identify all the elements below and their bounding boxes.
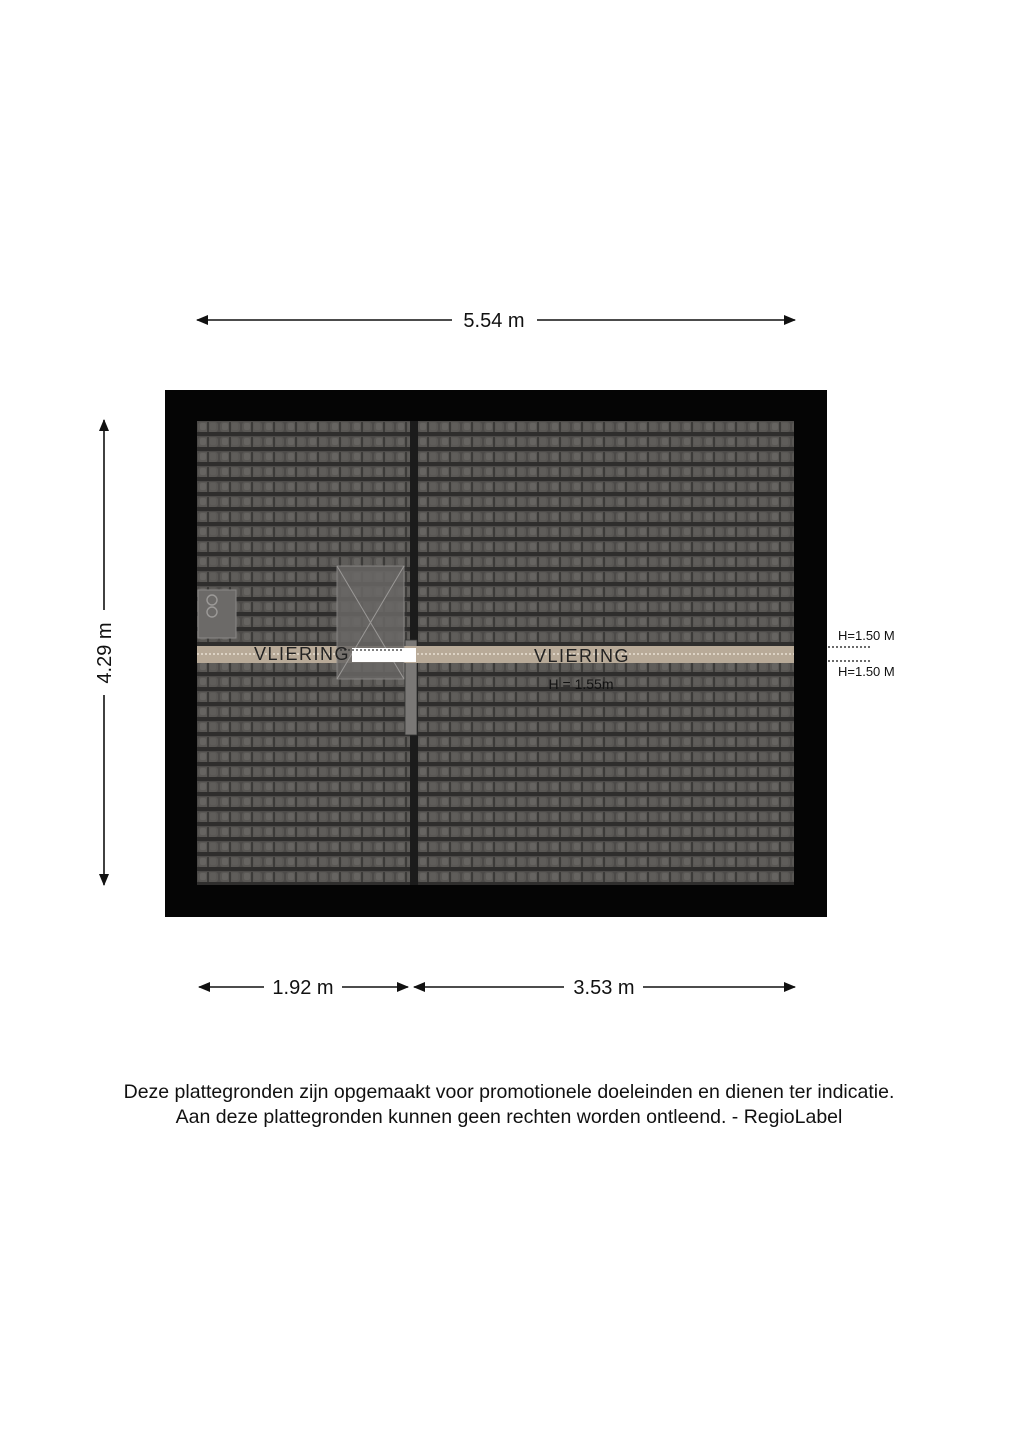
- height-indicators: [828, 628, 895, 679]
- room-label-right: VLIERING: [533, 646, 631, 666]
- dimension-left-label: 4.29 m: [94, 622, 116, 684]
- dimension-bottom-right-label: 3.53 m: [573, 977, 635, 999]
- disclaimer-line-1: Deze plattegronden zijn opgemaakt voor promotionele doeleinden en dienen ter indicatie.: [123, 1081, 895, 1103]
- room-height-label: H = 1.55m: [548, 676, 614, 692]
- appliance-icon: [198, 590, 236, 638]
- disclaimer-line-2: Aan deze plattegronden kunnen geen rechten worden ontleend. - RegioLabel: [175, 1106, 843, 1128]
- dimension-top: [197, 310, 795, 332]
- height-label-lower: H=1.50 M: [838, 664, 895, 679]
- height-label-upper: H=1.50 M: [838, 628, 895, 643]
- dimension-bottom-left: [199, 977, 408, 999]
- dimension-top-label: 5.54 m: [463, 310, 525, 332]
- disclaimer: [0, 1080, 1018, 1130]
- dimension-left: [94, 420, 116, 885]
- dimension-bottom-left-label: 1.92 m: [272, 977, 334, 999]
- dimension-bottom-right: [414, 977, 795, 999]
- room-label-left: VLIERING: [253, 644, 351, 664]
